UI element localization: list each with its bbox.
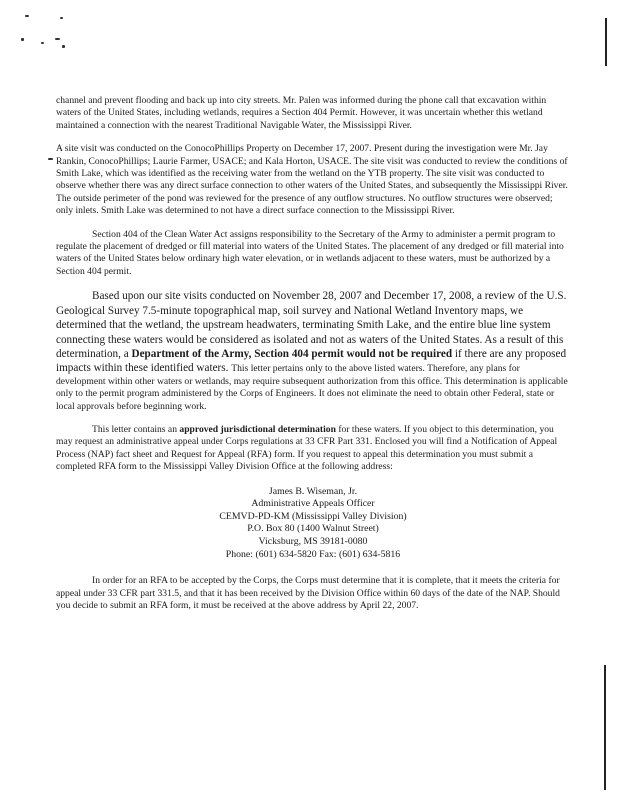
scan-speck [60,17,63,19]
scan-speck [41,42,44,44]
appeals-office: CEMVD-PD-KM (Mississippi Valley Division) [219,510,407,522]
approved-jd: approved jurisdictional determination [179,423,336,435]
scan-edge-line [605,18,607,66]
letter-body [56,95,570,623]
determination-scope: This letter pertains only to the above listed waters. Therefore, any plans for development within other waters or wetlands, may require subsequent authorization from this office. This determination is applicable only to the permit program administered by the Corps of Engineers. It does not eliminate the need to obtain other Federal, state or local approvals before beginning work. [56,363,568,412]
scan-speck [55,38,60,40]
appeal-text: This letter contains an [92,423,180,435]
determination-text: Based upon our site visits conducted on November 28, 2007 and December 17, 2008, a review of the U.S. Geological Survey 7.5-minute topographical map, soil survey and National Wetland Inventory maps, we determined that the wetland, the upstream headwaters, terminating Smith Lake, and the entire blue line system connecting these waters would be considered as isolated and not as waters of the United States. As a result of this determination, a [56,290,567,360]
scan-edge-line [604,665,606,790]
permit-not-required: Department of the Army, Section 404 permit would not be required [131,347,453,360]
paragraph-section-404: Section 404 of the Clean Water Act assigns responsibility to the Secretary of the Army to administer a permit program to regulate the placement of dredged or fill material into waters of the United States. The placement of any dredged or fill material into waters of the United States below ordinary high water elevation, or in wetlands adjacent to these waters, must be authorized by a Section 404 permit. [56,228,564,277]
scan-speck [25,15,29,17]
paragraph-site-visit: A site visit was conducted on the ConocoPhillips Property on December 17, 2007. Present during the investigation were Mr. Jay Rankin, ConocoPhillips; Laurie Farmer, USACE; and Kala Horton, USACE. The site visit was conducted to review the conditions of Smith Lake, which was identified as the receiving water from the wetland on the YTB property. The site visit was conducted to observe whether there was any direct surface connection to other waters of the United States, and subsequently the Mississippi River. The outside perimeter of the pond was reviewed for the presence of any outflow structures. No outflow structures were observed; only inlets. Smith Lake was determined to not have a direct surface connection to the Mississippi River. [56,143,568,217]
paragraph-determination [56,289,570,413]
appeals-city: Vicksburg, MS 39181-0080 [258,535,368,547]
scan-speck [21,38,24,41]
scan-speck [62,45,65,48]
paragraph-rfa-deadline: In order for an RFA to be accepted by the Corps, the Corps must determine that it is complete, that it meets the criteria for appeal under 33 CFR part 331.5, and that it has been received by the Division Office within 60 days of the date of the NAP. Should you decide to submit an RFA form, it must be received at the above address by April 22, 2007. [56,575,560,611]
appeals-phone: Phone: (601) 634-5820 Fax: (601) 634-5816 [225,548,401,560]
appeals-officer-name: James B. Wiseman, Jr. [268,485,358,497]
appeal-text-cont: for these waters. If you object to this determination, you may request an administrative appeal under Corps regulations at 33 CFR Part 331. Enclosed you will find a Notification of Appeal Process (NAP) fact sheet and Request for Appeal (RFA) form. If you request to appeal this determination you must submit a completed RFA form to the Mississippi Valley Division Office at the following address: [56,423,558,473]
scan-speck [48,158,53,160]
determination-text-cont: if there are any proposed impacts within these identified waters. [56,347,567,375]
appeals-pobox: P.O. Box 80 (1400 Walnut Street) [247,523,379,535]
appeals-officer-title: Administrative Appeals Officer [251,498,375,510]
appeals-address-block [56,486,570,562]
paragraph-phone-call: channel and prevent flooding and back up into city streets. Mr. Palen was informed during the phone call that excavation within waters of the United States, including wetlands, requires a Section 404 Permit. However, it was uncertain whether this wetland maintained a connection with the nearest Traditional Navigable Water, the Mississippi River. [56,95,547,131]
paragraph-appeal [56,424,570,474]
